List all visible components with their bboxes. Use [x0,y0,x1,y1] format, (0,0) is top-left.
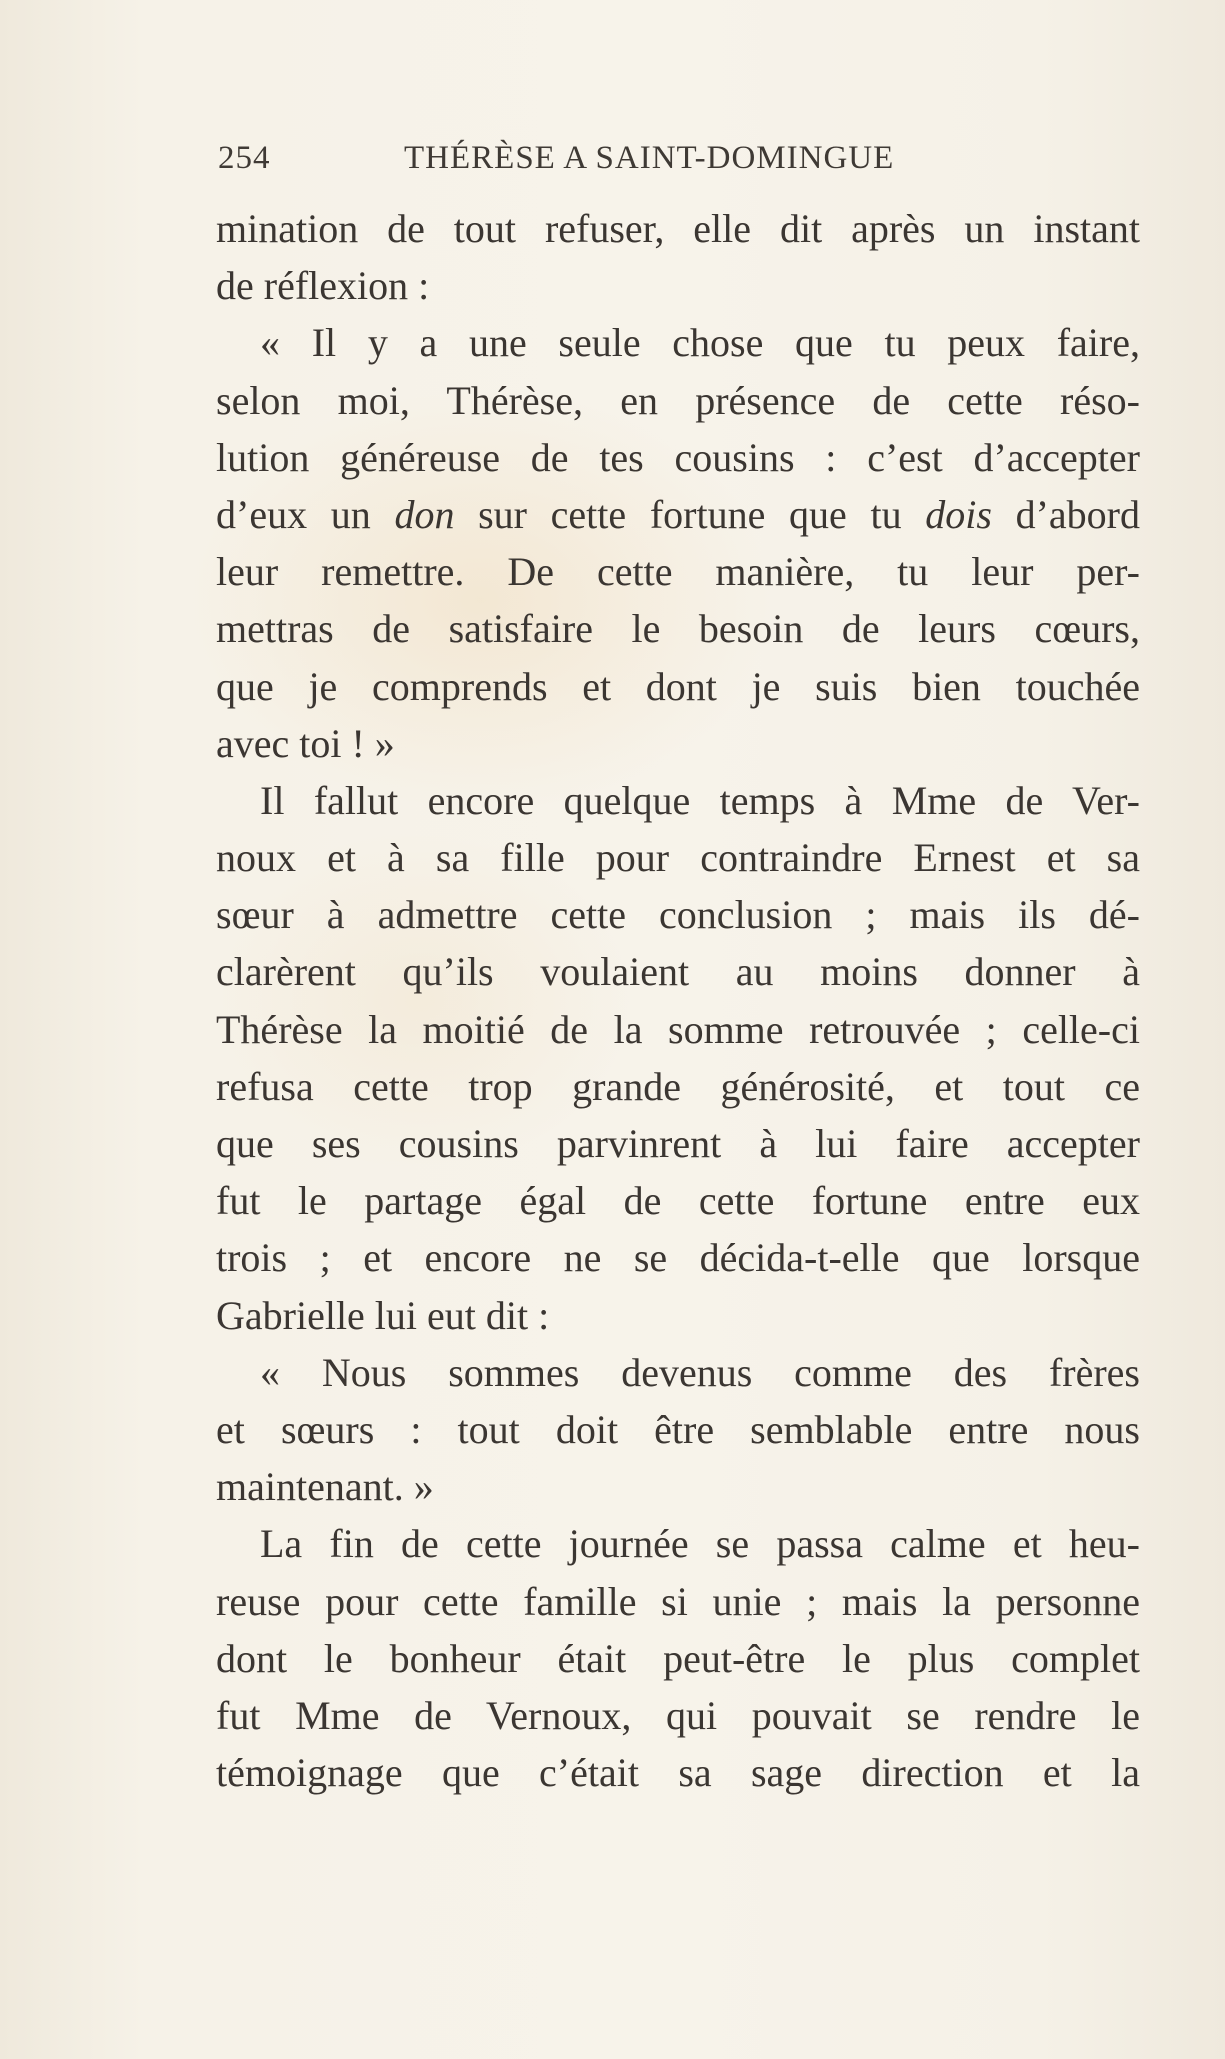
text-line: maintenant. » [216,1464,434,1510]
page-header [218,140,960,190]
text-line: Thérèse la moitié de la somme retrouvée ; celle-ci [216,1006,1140,1052]
text-line: fut Mme de Vernoux, qui pouvait se rendre le [216,1692,1140,1738]
text-segment: sur cette fortune que tu [454,491,926,537]
text-line: leur remettre. De cette manière, tu leur per- [216,549,1140,595]
text-line: fut le partage égal de cette fortune entre eux [216,1178,1140,1224]
text-line: et sœurs : tout doit être semblable entre nous [216,1406,1140,1452]
text-line: reuse pour cette famille si unie ; mais la personne [216,1578,1140,1624]
text-line: de réflexion : [216,263,430,309]
text-segment: d’abord [991,491,1141,537]
text-line [216,486,1140,543]
text-line: que ses cousins parvinrent à lui faire accepter [216,1121,1140,1166]
text-line: dont le bonheur était peut-être le plus complet [216,1635,1140,1681]
text-line: Il fallut encore quelque temps à Mme de Ver- [260,777,1140,823]
text-line: trois ; et encore ne se décida-t-elle que lorsque [216,1235,1140,1281]
italic-word: dois [925,491,992,537]
text-segment: d’eux un [216,491,395,537]
running-title: THÉRÈSE A SAINT-DOMINGUE [404,140,895,176]
text-line: que je comprends et dont je suis bien touchée [216,663,1140,709]
text-line: témoignage que c’était sa sage direction et la [216,1750,1140,1796]
text-line: mination de tout refuser, elle dit après un instant [216,206,1140,251]
text-line: mettras de satisfaire le besoin de leurs cœurs, [216,606,1140,652]
text-line: refusa cette trop grande générosité, et tout ce [216,1063,1140,1109]
text-line: avec toi ! » [216,720,395,766]
text-line: lution généreuse de tes cousins : c’est d’accepter [216,434,1140,480]
body-text [216,200,1140,1801]
text-line: sœur à admettre cette conclusion ; mais ils dé- [216,892,1140,938]
italic-word: don [394,491,455,537]
page-number: 254 [218,140,271,176]
text-line: Gabrielle lui eut dit : [216,1292,550,1338]
text-line: noux et à sa fille pour contraindre Ernest et sa [216,835,1140,881]
text-line: selon moi, Thérèse, en présence de cette réso- [216,377,1140,423]
text-line: La fin de cette journée se passa calme et heu- [260,1521,1140,1567]
text-line: « Il y a une seule chose que tu peux faire, [260,320,1140,366]
text-line: clarèrent qu’ils voulaient au moins donner à [216,949,1140,995]
text-line: « Nous sommes devenus comme des frères [260,1349,1140,1395]
